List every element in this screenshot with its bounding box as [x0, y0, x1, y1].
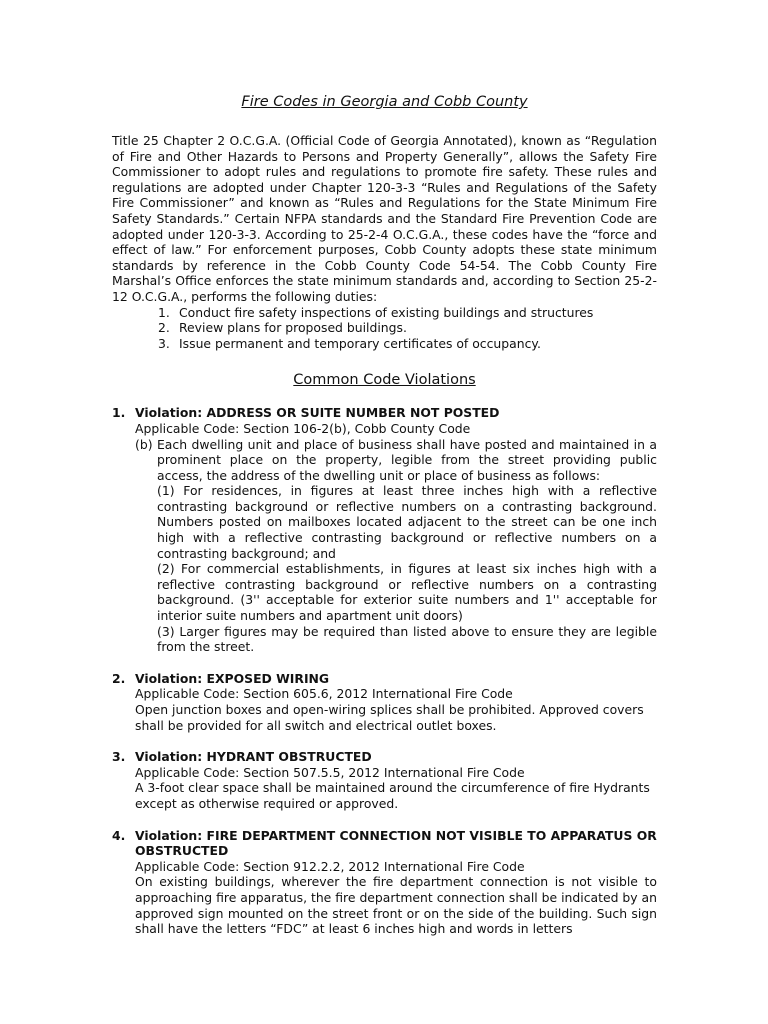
document-page [112, 93, 657, 953]
violation-number: 2. [112, 670, 126, 686]
code-subsection-2: (2) For commercial establishments, in figures at least six inches high with a reflective contrasting background or reflective numbers on a contrasting background. (3'' acceptable for exterior suite numbers and 1'' acceptable for interior suite numbers and apartment unit doors) [157, 561, 657, 624]
document-title: Fire Codes in Georgia and Cobb County [241, 94, 528, 110]
violation-1 [112, 405, 657, 655]
violation-3 [112, 749, 657, 811]
list-item-number: 2. [158, 320, 170, 336]
violation-number: 1. [112, 405, 126, 421]
violation-2 [112, 671, 657, 733]
violation-heading [112, 405, 657, 421]
violation-heading [112, 671, 657, 687]
list-item-text: Review plans for proposed buildings. [179, 320, 407, 336]
violation-heading [112, 828, 657, 859]
violation-body [112, 421, 657, 655]
violation-description: On existing buildings, wherever the fire department connection is not visible to approaching fire apparatus, the fire department connection shall be indicated by an approved sign mounted on the street front or on the side of the building. Such sign shall have the letters “FDC” at least 6 inches high and words in letters [135, 874, 657, 937]
duties-list [112, 305, 657, 352]
list-item-text: Issue permanent and temporary certificates of occupancy. [179, 335, 541, 351]
violation-body [112, 765, 657, 812]
violation-description: Open junction boxes and open-wiring splices shall be prohibited. Approved covers shall be provided for all switch and electrical outlet boxes. [135, 702, 644, 733]
violation-number: 4. [112, 827, 126, 843]
violation-4 [112, 828, 657, 937]
applicable-code: Applicable Code: Section 106-2(b), Cobb County Code [135, 420, 471, 436]
list-item-number: 3. [158, 335, 170, 351]
code-subsection-1: (1) For residences, in figures at least three inches high with a reflective contrasting background or reflective numbers on a contrasting background. Numbers posted on mailboxes located adjacent to the street can be one inch high with a reflective contrasting background or reflective numbers on a contrasting background; and [157, 483, 657, 561]
list-item-number: 1. [158, 304, 170, 320]
list-item [112, 305, 657, 321]
list-item-text: Conduct fire safety inspections of existing buildings and structures [179, 304, 594, 320]
violation-heading [112, 749, 657, 765]
violation-body [112, 686, 657, 733]
applicable-code: Applicable Code: Section 912.2.2, 2012 International Fire Code [135, 858, 525, 874]
code-subsection-3: (3) Larger figures may be required than listed above to ensure they are legible from the street. [157, 623, 657, 655]
violation-number: 3. [112, 749, 126, 765]
applicable-code: Applicable Code: Section 507.5.5, 2012 International Fire Code [135, 764, 525, 780]
violation-heading-text: Violation: HYDRANT OBSTRUCTED [135, 749, 372, 765]
applicable-code: Applicable Code: Section 605.6, 2012 International Fire Code [135, 686, 513, 702]
violation-heading-text: Violation: EXPOSED WIRING [135, 670, 330, 686]
list-item [112, 336, 657, 352]
section-title: Common Code Violations [293, 372, 476, 389]
list-item [112, 320, 657, 336]
intro-paragraph: Title 25 Chapter 2 O.C.G.A. (Official Code of Georgia Annotated), known as “Regulation of Fire and Other Hazards to Persons and Property Generally”, allows the Safety Fire Commissioner to adopt rules and regulations to promote fire safety. These rules and regulations are adopted under Chapter 120-3-3 “Rules and Regulations of the Safety Fire Commissioner” and known as “Rules and Regulations for the State Minimum Fire Safety Standards.” Certain NFPA standards and the Standard Fire Prevention Code are adopted under 120-3-3. According to 25-2-4 O.C.G.A., these codes have the “force and effect of law.” For enforcement purposes, Cobb County adopts these state minimum standards by reference in the Cobb County Code 54-54. The Cobb County Fire Marshal’s Office enforces the state minimum standards and, according to Section 25-2-12 O.C.G.A., performs the following duties: [112, 133, 657, 304]
code-section-b: (b) Each dwelling unit and place of business shall have posted and maintained in a prominent place on the property, legible from the street providing public access, the address of the dwelling unit or place of business as follows: [135, 436, 657, 483]
violation-heading-text: Violation: ADDRESS OR SUITE NUMBER NOT POSTED [135, 405, 500, 421]
violation-body [112, 859, 657, 937]
violation-heading-text: Violation: FIRE DEPARTMENT CONNECTION NOT VISIBLE TO APPARATUS OR OBSTRUCTED [135, 827, 657, 859]
violation-description: A 3-foot clear space shall be maintained around the circumference of fire Hydrants except as otherwise required or approved. [135, 780, 650, 811]
